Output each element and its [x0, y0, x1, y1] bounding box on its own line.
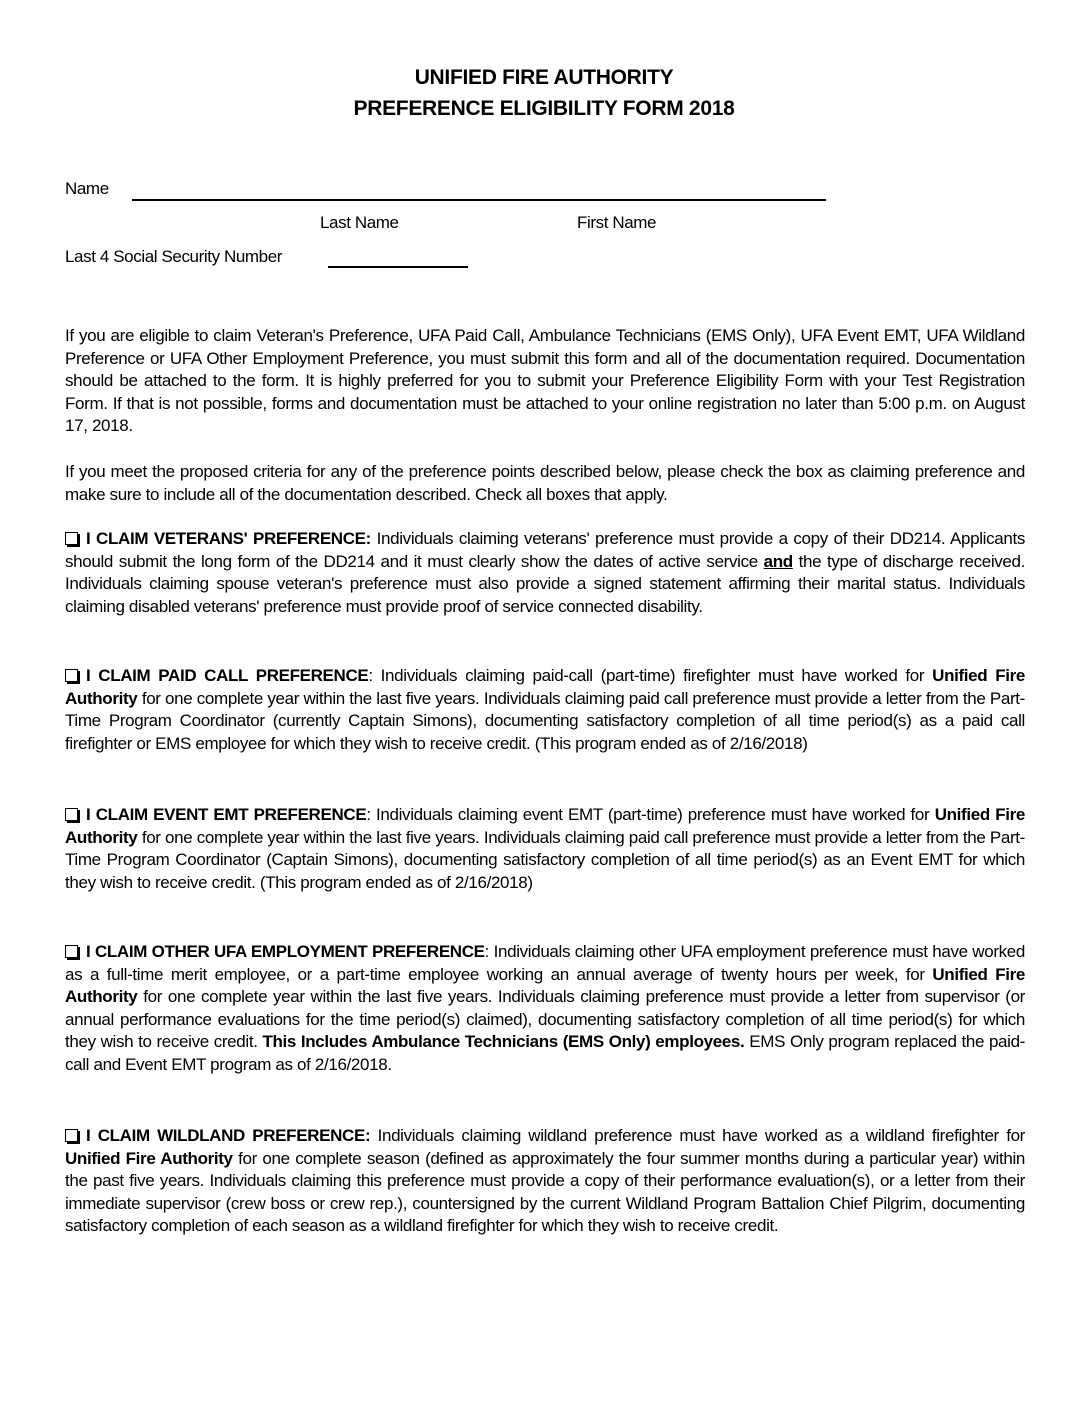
claim-text: for one complete year within the last five years. Individuals claiming paid call preference must provide a letter from the Part-Time Program Coordinator (currently Captain Simons), documenting satisfactory completion of all time period(s) as a paid call firefighter or EMS employee for which they wish to receive credit. (This program ended as of 2/16/2018) [65, 688, 1025, 753]
name-field[interactable] [132, 178, 826, 201]
page-title: UNIFIED FIRE AUTHORITY [414, 66, 674, 89]
claim-bold-note: This Includes Ambulance Technicians (EMS Only) employees. [262, 1032, 745, 1052]
claim-text: the type of discharge received. Individuals claiming spouse veteran's preference must also provide a signed statement affirming their marital status. Individuals claiming disabled veterans' preference must provide proof of service connected disability. [65, 551, 1025, 616]
claim-text: for one complete season (defined as approximately the four summer months during a particular year) within the past five years. Individuals claiming this preference must provide a copy of their performance evaluation(s), or a letter from their immediate supervisor (crew boss or crew rep.), countersigned by the current Wildland Program Battalion Chief Pilgrim, documenting satisfactory completion of each season as a wildland firefighter for which they wish to receive credit. [65, 1148, 1025, 1236]
paid-call-checkbox[interactable] [65, 669, 78, 682]
claim-heading: I CLAIM OTHER UFA EMPLOYMENT PREFERENCE [86, 942, 485, 961]
org-name: Unified Fire Authority [65, 666, 1025, 708]
claim-paid-call [65, 665, 1025, 755]
ssn-label: Last 4 Social Security Number [65, 247, 283, 266]
last-name-label: Last Name [320, 213, 399, 232]
event-emt-checkbox[interactable] [65, 808, 78, 821]
claim-heading: I CLAIM PAID CALL PREFERENCE [86, 666, 369, 685]
claim-text: : Individuals claiming event EMT (part-time) preference must have worked for [366, 805, 935, 824]
org-name: Unified Fire Authority [65, 1148, 233, 1168]
claim-text: : Individuals claiming paid-call (part-time) firefighter must have worked for [368, 666, 933, 685]
instructions-paragraph: If you meet the proposed criteria for any of the preference points described below, please check the box as claiming preference and make sure to include all of the documentation described. Check all boxes that apply. [65, 462, 1025, 504]
claim-text: Individuals claiming wildland preference must have worked as a wildland firefighter for [370, 1126, 1025, 1145]
other-employment-checkbox[interactable] [65, 945, 78, 958]
claim-text: Individuals claiming veterans' preference must provide a copy of their DD214. Applicants should submit the long form of the DD214 and it must clearly show the dates of active service [65, 529, 1025, 571]
page-subtitle: PREFERENCE ELIGIBILITY FORM 2018 [353, 97, 735, 120]
intro-paragraph: If you are eligible to claim Veteran's Preference, UFA Paid Call, Ambulance Technicians (EMS Only), UFA Event EMT, UFA Wildland Preference or UFA Other Employment Preference, you must submit this form and all of the documentation required. Documentation should be attached to the form. It is highly preferred for you to submit your Preference Eligibility Form with your Test Registration Form. If that is not possible, forms and documentation must be attached to your online registration no later than 5:00 p.m. on August 17, 2018. [65, 326, 1025, 436]
ssn-field[interactable] [328, 245, 468, 268]
org-name: Unified Fire Authority [65, 805, 1025, 847]
claim-heading: I CLAIM VETERANS' PREFERENCE: [86, 529, 371, 548]
claim-text: for one complete year within the last five years. Individuals claiming preference must provide a letter from supervisor (or annual performance evaluations for the time period(s) claimed), documenting satisfactory completion of all time period(s) for which they wish to receive credit. [65, 987, 1025, 1052]
claim-heading: I CLAIM WILDLAND PREFERENCE: [86, 1126, 371, 1145]
claim-veterans [65, 528, 1025, 618]
claim-event-emt [65, 804, 1025, 894]
claim-text: for one complete year within the last five years. Individuals claiming paid call preference must provide a letter from the Part-Time Program Coordinator (Captain Simons), documenting satisfactory completion of all time period(s) as an Event EMT for which they wish to receive credit. (This program ended as of 2/16/2018) [65, 827, 1025, 892]
first-name-label: First Name [577, 213, 657, 232]
claim-wildland [65, 1125, 1025, 1238]
name-label: Name [65, 179, 109, 198]
claim-heading: I CLAIM EVENT EMT PREFERENCE [86, 805, 367, 824]
wildland-checkbox[interactable] [65, 1129, 78, 1142]
org-name: Unified Fire Authority [65, 964, 1026, 1007]
claim-other-employment [65, 941, 1025, 1077]
claim-emphasis: and [763, 551, 793, 571]
veterans-checkbox[interactable] [65, 532, 78, 545]
claim-text: : Individuals claiming other UFA employment preference must have worked as a full-time merit employee, or a part-time employee working an annual average of twenty hours per week, for [65, 942, 1026, 984]
claim-text: EMS Only program replaced the paid-call and Event EMT program as of 2/16/2018. [65, 1032, 1025, 1074]
